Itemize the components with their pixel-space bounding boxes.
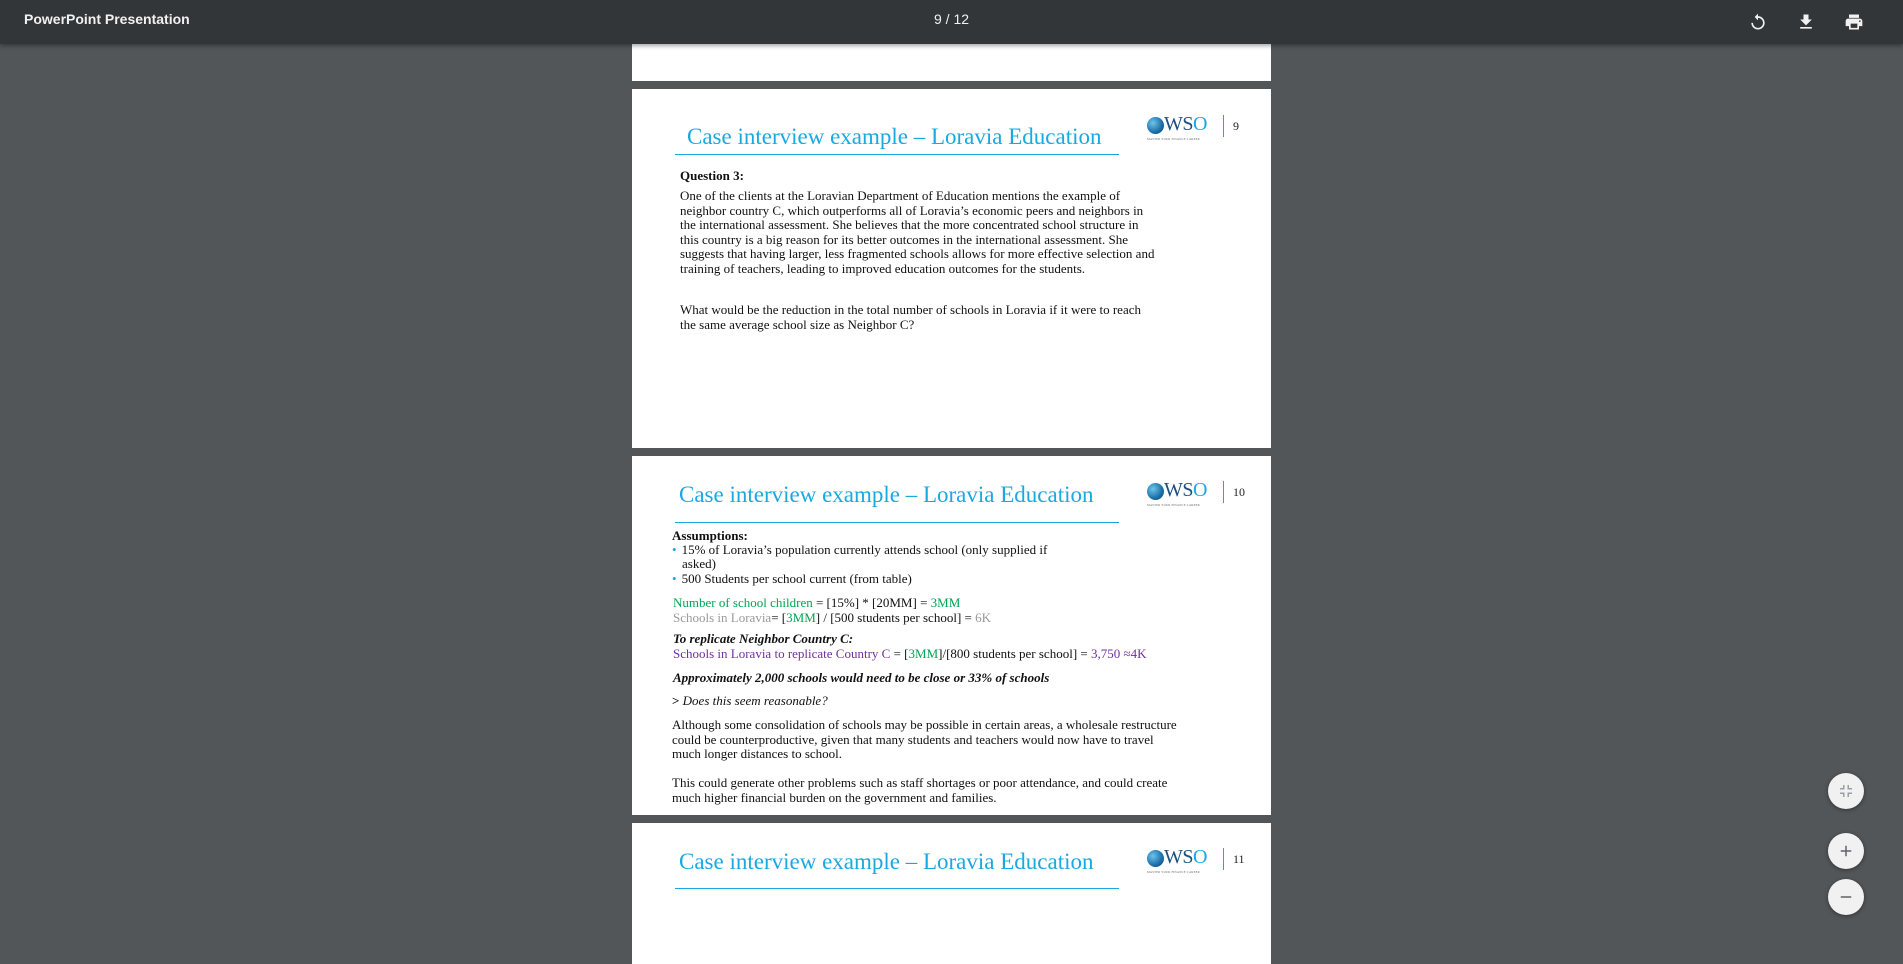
zoom-out-icon [1837, 888, 1855, 906]
reasonable-check: > Does this seem reasonable? [672, 693, 828, 708]
download-button[interactable] [1790, 6, 1822, 38]
bullet-item-continuation: asked) [682, 556, 716, 571]
title-underline [675, 522, 1119, 523]
assumptions-label: Assumptions: [672, 528, 748, 543]
logo-divider [1223, 848, 1224, 870]
wso-logo: WSO MASTER YOUR FINANCE CAREER [1147, 113, 1207, 141]
slide-number: 11 [1233, 852, 1245, 866]
print-button[interactable] [1838, 6, 1870, 38]
globe-icon [1147, 483, 1164, 500]
calc-replicate: Schools in Loravia to replicate Country C = [3MM]/[800 students per school] = 3,750 ≈4K [673, 646, 1147, 661]
bullet-item: • 15% of Loravia’s population currently attends school (only supplied if [672, 542, 1048, 557]
title-underline [675, 888, 1119, 889]
analysis-paragraph: Although some consolidation of schools may be possible in certain areas, a wholesale restructure could be counterproductive, given that many students and teachers would now have to travel much longer distances to school. [672, 717, 1177, 761]
download-icon [1796, 12, 1816, 32]
zoom-out-button[interactable] [1828, 879, 1864, 915]
fit-to-page-icon [1837, 782, 1855, 800]
globe-icon [1147, 117, 1164, 134]
question-label: Question 3: [680, 168, 744, 183]
pdf-page-9 [632, 89, 1271, 448]
print-icon [1844, 12, 1864, 32]
wso-logo: WSO MASTER YOUR FINANCE CAREER [1147, 479, 1207, 507]
bullet-item: • 500 Students per school current (from table) [672, 571, 912, 586]
calc-school-children: Number of school children = [15%] * [20MM] = 3MM [673, 595, 961, 610]
replicate-heading: To replicate Neighbor Country C: [673, 631, 854, 646]
page-indicator: 9 / 12 [933, 11, 970, 27]
rotate-icon [1748, 12, 1768, 32]
pdf-page-11 [632, 823, 1271, 964]
zoom-in-button[interactable] [1828, 833, 1864, 869]
approx-conclusion: Approximately 2,000 schools would need to be close or 33% of schools [673, 670, 1050, 685]
analysis-paragraph: This could generate other problems such as staff shortages or poor attendance, and could create much higher financial burden on the government and families. [672, 775, 1168, 805]
document-title: PowerPoint Presentation [24, 11, 190, 27]
question-text: What would be the reduction in the total number of schools in Loravia if it were to reach the same average school size as Neighbor C? [680, 302, 1141, 332]
pdf-toolbar [0, 0, 1903, 44]
question-paragraph: One of the clients at the Loravian Department of Education mentions the example of neighbor country C, which outperforms all of Loravia’s economic peers and neighbors in the international assessment. She believes that the more concentrated school structure in this country is a big reason for its better outcomes in the international assessment. She suggests that having larger, less fragmented schools allows for more effective selection and training of teachers, leading to improved education outcomes for the students. [680, 188, 1155, 276]
pdf-page-10 [632, 456, 1271, 815]
wso-logo: WSO MASTER YOUR FINANCE CAREER [1147, 846, 1207, 874]
logo-divider [1223, 481, 1224, 503]
logo-divider [1223, 115, 1224, 137]
calc-schools-loravia: Schools in Loravia= [3MM] / [500 students per school] = 6K [673, 610, 991, 625]
title-underline [675, 154, 1119, 155]
globe-icon [1147, 850, 1164, 867]
slide-title: Case interview example – Loravia Education [679, 849, 1094, 874]
slide-title: Case interview example – Loravia Education [679, 482, 1094, 507]
slide-title: Case interview example – Loravia Education [687, 124, 1102, 149]
zoom-in-icon [1837, 842, 1855, 860]
slide-number: 9 [1233, 119, 1239, 133]
slide-number: 10 [1233, 485, 1245, 499]
fit-to-page-button[interactable] [1828, 773, 1864, 809]
rotate-button[interactable] [1742, 6, 1774, 38]
